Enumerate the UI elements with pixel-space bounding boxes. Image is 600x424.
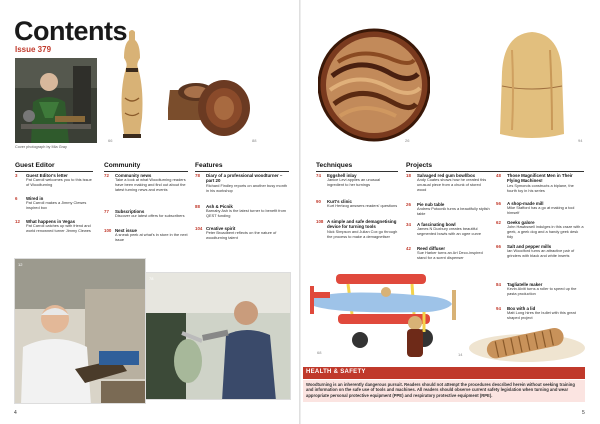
page-number: 77 [104, 209, 109, 214]
entry-description: Pat Carroll welcomes you to this issue of Woodturning [26, 177, 92, 188]
section-heading-community: Community [104, 162, 188, 172]
page-number: 100 [104, 228, 112, 233]
pepper-mill-photo [116, 28, 148, 143]
page-number: 12 [15, 219, 20, 224]
contents-entry[interactable] [406, 202, 490, 217]
page-number: 104 [195, 226, 203, 231]
entry-description: Peter Broadbent reflects on the nature of woodturning talent [206, 230, 277, 241]
entry-description: Pat Carroll makes a Jimmy Clewes inspired box [26, 200, 87, 211]
entry-description: Andrew Potocnik turns a beautifully stylish table [417, 206, 490, 217]
entry-description: James N Duxbury creates beautiful segmented bowls with an ogee curve [417, 226, 482, 237]
page-number: 78 [195, 173, 200, 178]
entry-description: Take a look at what Woodturning readers have been making and find out about the latest turning news and events [115, 177, 186, 193]
page-number: 108 [316, 219, 324, 224]
contents-entry[interactable] [15, 173, 93, 188]
entry-description: Kurt Hertzog answers readers' questions [327, 203, 398, 209]
contents-entry[interactable] [316, 173, 398, 188]
entry-description: Kevin Alviti turns a roller to speed up the pasta production [507, 286, 577, 297]
entry-title: Next issue [115, 228, 137, 233]
contents-entry[interactable] [406, 246, 490, 261]
page-number: 90 [316, 199, 321, 204]
contents-entry[interactable] [406, 173, 490, 193]
entry-description: Matt Long hires the bullet with this great shaped project [507, 310, 576, 321]
page-number-left: 4 [14, 410, 17, 416]
section-heading-guest-editor: Guest Editor [15, 162, 93, 172]
page-number: 66 [496, 244, 501, 249]
page-number: 72 [104, 173, 109, 178]
entry-description: Janice Levi applies an unusual ingredient to her turnings [327, 177, 380, 188]
page-fold [299, 0, 301, 424]
health-safety-title: HEALTH & SAFETY [306, 369, 366, 375]
page-number: 34 [406, 222, 411, 227]
contents-entry[interactable] [195, 226, 289, 241]
entry-title: Eggshell inlay [327, 173, 357, 178]
entry-description: Ian Woodford turns an attractive pair of grinders with black and white inserts [507, 248, 575, 259]
contents-entry[interactable] [316, 199, 398, 209]
entry-description: Discover our latest offers for subscribers [115, 213, 185, 219]
entry-description: Barnaby Ash is the latest turner to benefit from QEST funding [206, 208, 287, 219]
figurine-photo [404, 315, 426, 359]
pasta-roller-photo [466, 322, 588, 364]
entry-title: Geeks galore [507, 220, 535, 225]
contents-entry[interactable] [316, 219, 398, 240]
entry-description: Mike Stafford has a go at making a tool himself [507, 205, 575, 216]
entry-title: What happens in Vegas [26, 219, 76, 224]
entry-title: Tagliatelle maker [507, 282, 543, 287]
page-number: 88 [195, 204, 200, 209]
contents-entry[interactable] [496, 244, 584, 259]
contents-entry[interactable] [496, 282, 584, 297]
entry-description: Richard Findley reports on another busy month in his workshop [206, 182, 288, 193]
entry-title: A simple and safe demagnetising device for turning tools [327, 219, 397, 230]
entry-description: A sneak peek at what's in store in the next issue [115, 232, 188, 243]
entry-title: Pie nub table [417, 202, 445, 207]
page-number: 56 [496, 201, 501, 206]
page-number: 42 [406, 246, 411, 251]
entry-title: A shop-made mill [507, 201, 544, 206]
page-title: Contents [14, 16, 127, 46]
contents-entry[interactable] [15, 196, 93, 211]
health-safety-text: Woodturning is an inherently dangerous pursuit. Readers should not attempt the procedures described herein without seeking training and information on the safe use of tools and machines. All readers should observe current safety legislation when turning and wear appropriate personal protective equipment (PPE) and respiratory protective equipment (RPE). [303, 380, 585, 402]
figure-number: 14 [458, 352, 463, 357]
page-number: 48 [496, 173, 501, 178]
contents-entry[interactable] [496, 220, 584, 240]
spraying-photo [145, 272, 291, 400]
contents-entry[interactable] [195, 173, 289, 194]
issue-number: Issue 379 [15, 45, 52, 54]
section-heading-techniques: Techniques [316, 162, 398, 172]
entry-title: Kurt's clinic [327, 199, 352, 204]
contents-entry[interactable] [15, 219, 93, 234]
page-number-right: 5 [582, 410, 585, 416]
page-number: 6 [15, 196, 18, 201]
bowl-box-photo [168, 70, 258, 146]
segmented-bowl-photo [318, 26, 430, 144]
page-number: 94 [496, 306, 501, 311]
figure-number: 12 [18, 262, 23, 267]
contents-entry[interactable] [496, 201, 584, 216]
page-number: 62 [496, 220, 501, 225]
entry-description: Les Symonds constructs a biplane, the fourth toy in his series [507, 182, 574, 193]
contents-entry[interactable] [104, 228, 188, 243]
figure-number: 88 [252, 138, 257, 143]
page-number: 3 [15, 173, 18, 178]
entry-title: Salvaged red gum bowl/box [417, 173, 476, 178]
entry-title: Subscriptions [115, 209, 145, 214]
contents-entry[interactable] [195, 204, 289, 219]
contents-entry[interactable] [496, 173, 584, 194]
entry-title: Box with a lid [507, 306, 536, 311]
page-number: 74 [316, 173, 321, 178]
entry-title: A fascinating bowl [417, 222, 456, 227]
photo-caption: Cover photograph by Mia Gray [15, 145, 67, 149]
figure-number: 78 [149, 276, 154, 281]
contents-entry[interactable] [496, 306, 584, 321]
entry-description: Andy Coates shows how he created this unusual piece from a chunk of stored wood [417, 177, 487, 193]
entry-title: Community news [115, 173, 152, 178]
turner-portrait-photo [14, 258, 146, 404]
entry-title: Creative spirit [206, 226, 236, 231]
entry-description: Sue Harker turns an Art Deco-inspired stand for a scent dispenser [417, 250, 483, 261]
section-heading-projects: Projects [406, 162, 584, 172]
entry-title: Wired in [26, 196, 44, 201]
figure-number: 26 [405, 138, 410, 143]
section-heading-features: Features [195, 162, 289, 172]
entry-description: Nick Simpson and Julian Cox go through the process to make a demagnetiser [327, 228, 398, 239]
entry-description: John Hawkswell indulges in this craze with a geek, a geek dog and a handy geek desk tidy [507, 224, 584, 240]
page-number: 84 [496, 282, 501, 287]
contents-entry[interactable] [104, 209, 188, 219]
lidded-box-photo [490, 30, 574, 142]
entry-title: Diary of a professional woodturner – part 20 [206, 173, 283, 184]
entry-title: Those Magnificent Men in Their Flying Machines! [507, 173, 573, 184]
entry-title: Ash & Picnik [206, 204, 233, 209]
figure-number: 68 [317, 350, 322, 355]
entry-title: Guest Editor's letter [26, 173, 68, 178]
page-number: 26 [406, 202, 411, 207]
figure-number: 94 [578, 138, 583, 143]
contents-entry[interactable] [406, 222, 490, 237]
contents-entry[interactable] [104, 173, 188, 193]
cover-photo [15, 58, 97, 143]
entry-description: Pat Carroll catches up with friend and world renowned turner Jimmy Clewes [26, 223, 91, 234]
entry-title: Salt and pepper mills [507, 244, 552, 249]
entry-title: Reed diffuser [417, 246, 446, 251]
page-number: 18 [406, 173, 411, 178]
biplane-toy-photo [308, 262, 458, 358]
figure-number: 66 [108, 138, 113, 143]
